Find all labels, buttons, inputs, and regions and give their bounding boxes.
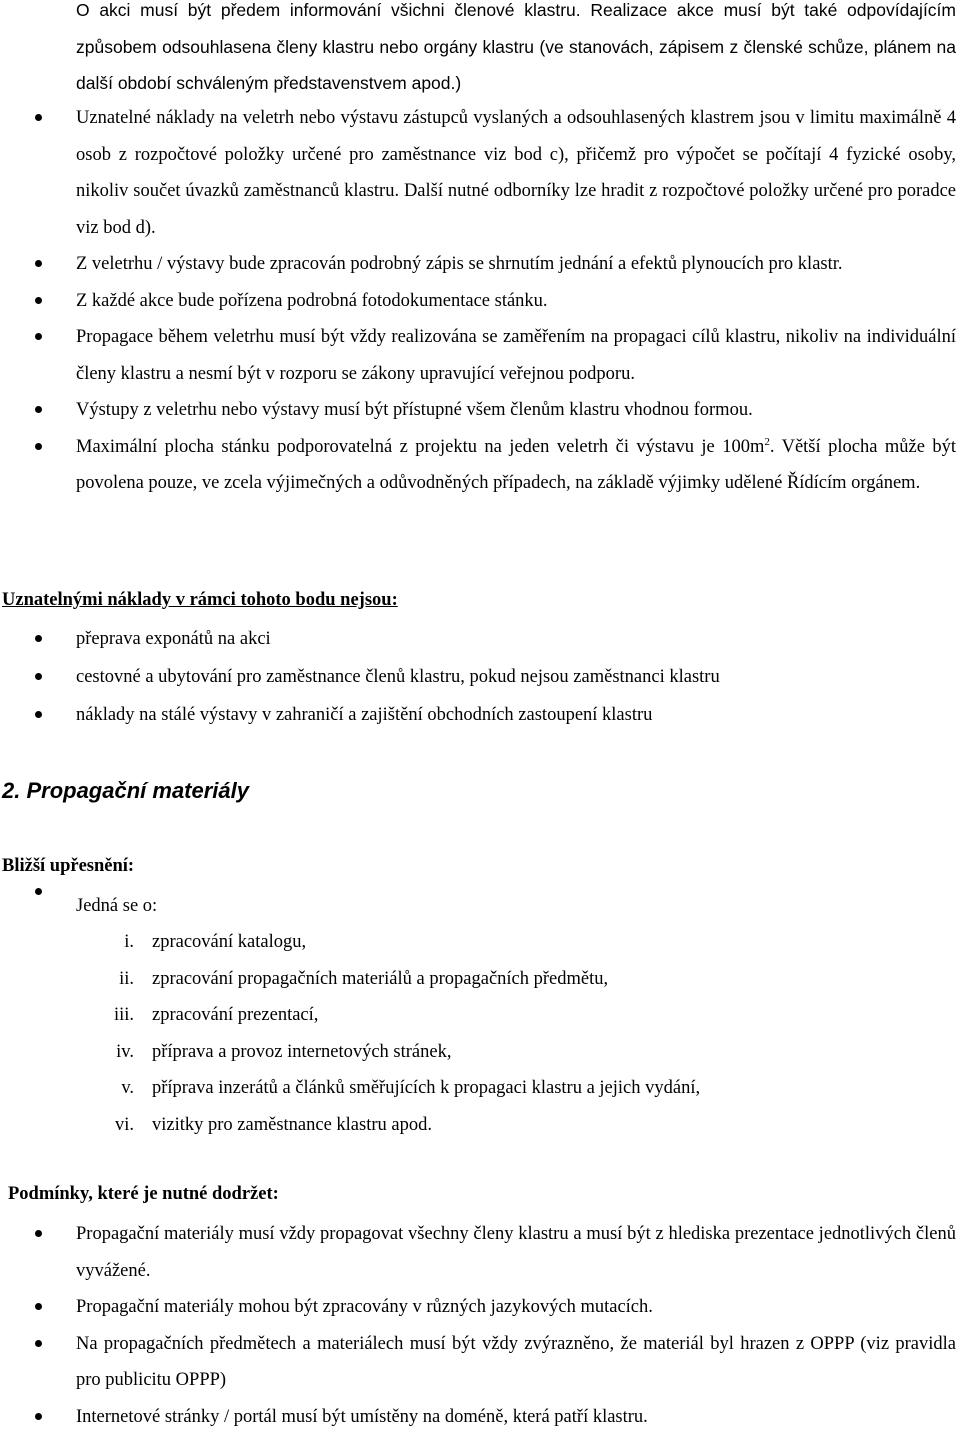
list-item: ii. zpracování propagačních materiálů a propagačních předmětu, — [0, 961, 960, 998]
conditions-heading: Podmínky, které je nutné dodržet: — [8, 1184, 279, 1205]
non-eligible-list — [0, 620, 960, 734]
list-item: Internetové stránky / portál musí být umístěny na doméně, která patří klastru. — [0, 1399, 960, 1435]
list-item: i. zpracování katalogu, — [0, 924, 960, 961]
section-title: 2. Propagační materiály — [2, 778, 249, 804]
intro-list — [0, 888, 960, 925]
list-item: Výstupy z veletrhu nebo výstavy musí být přístupné všem členům klastru vhodnou formou. — [0, 392, 960, 429]
list-item: O akci musí být předem informování všichni členové klastru. Realizace akce musí být také odpovídajícím způsobem odsouhlasena členy klastru nebo orgány klastru (ve stanovách, zápisem z členské schůze, plánem na další období schváleným představenstvem apod.) — [0, 0, 960, 102]
list-item: Na propagačních předmětech a materiálech musí být vždy zvýrazněno, že materiál byl hrazen z OPPP (viz pravidla pro publicitu OPPP) — [0, 1326, 960, 1399]
list-item: Propagační materiály musí vždy propagovat všechny členy klastru a musí být z hlediska prezentace jednotlivých členů vyvážené. — [0, 1216, 960, 1289]
list-item: Z veletrhu / výstavy bude zpracován podrobný zápis se shrnutím jednání a efektů plynoucích pro klastr. — [0, 246, 960, 283]
list-item: iv. příprava a provoz internetových stránek, — [0, 1034, 960, 1071]
list-item: iii. zpracování prezentací, — [0, 997, 960, 1034]
requirements-list — [0, 0, 960, 102]
requirements-list-continued — [0, 100, 960, 502]
list-item: náklady na stálé výstavy v zahraničí a zajištění obchodních zastoupení klastru — [0, 696, 960, 734]
list-item: Maximální plocha stánku podporovatelná z projektu na jeden veletrh či výstavu je $100m^2$. Větší plocha může být povolena pouze, ve zcela výjimečných a odůvodněných případech, na základě výjimky udělené Řídícím orgánem. — [0, 429, 960, 502]
list-item: vi. vizitky pro zaměstnance klastru apod. — [0, 1107, 960, 1144]
list-item: přeprava exponátů na akci — [0, 620, 960, 658]
list-item: Uznatelné náklady na veletrh nebo výstavu zástupců vyslaných a odsouhlasených klastrem jsou v limitu maximálně 4 osob z rozpočtové položky určené pro zaměstnance viz bod c), přičemž pro výpočet se počítají 4 fyzické osoby, nikoliv součet úvazků zaměstnanců klastru. Další nutné odborníky lze hradit z rozpočtové položky určené pro poradce viz bod d). — [0, 100, 960, 246]
list-item: cestovné a ubytování pro zaměstnance členů klastru, pokud nejsou zaměstnanci klastru — [0, 658, 960, 696]
conditions-list — [0, 1216, 960, 1435]
non-eligible-heading: Uznatelnými náklady v rámci tohoto bodu nejsou: — [2, 590, 398, 611]
list-item: v. příprava inzerátů a článků směřujících k propagaci klastru a jejich vydání, — [0, 1070, 960, 1107]
materials-list — [0, 924, 960, 1143]
list-item: Z každé akce bude pořízena podrobná fotodokumentace stánku. — [0, 283, 960, 320]
list-item: Jedná se o: — [0, 888, 960, 925]
list-item: Propagační materiály mohou být zpracovány v různých jazykových mutacích. — [0, 1289, 960, 1326]
list-item: Propagace během veletrhu musí být vždy realizována se zaměřením na propagaci cílů klastru, nikoliv na individuální členy klastru a nesmí být v rozporu se zákony upravující veřejnou podporu. — [0, 319, 960, 392]
detail-heading: Bližší upřesnění: — [2, 856, 134, 877]
